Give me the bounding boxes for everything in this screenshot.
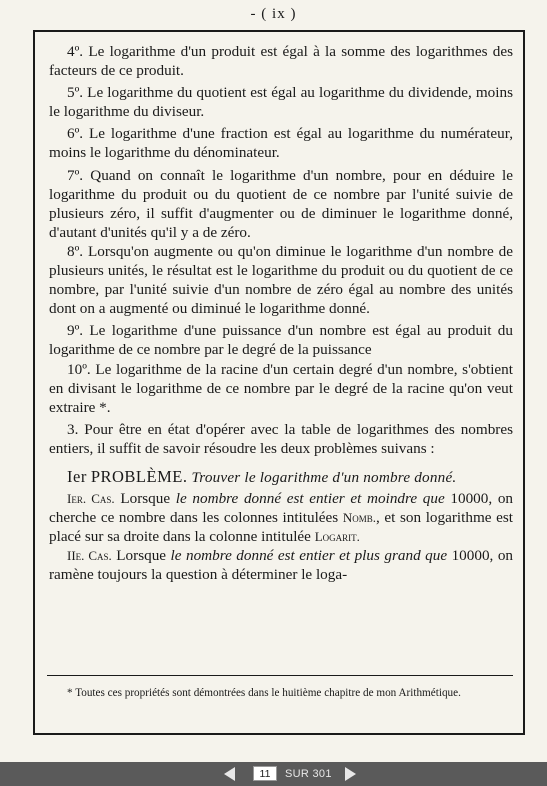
case-1-label: Ier. Cas.	[67, 491, 115, 507]
paragraph-9: 9º. Le logarithme d'une puissance d'un nombre est égal au produit du logarithme de ce nombre par le degré de la puissance	[49, 322, 513, 359]
case-1-text-2: , et son logarithme est placé sur sa droite dans la colonne intitulée	[49, 509, 513, 546]
case-2-label: IIe. Cas.	[67, 548, 112, 564]
case-1-text: 10000, on cherche ce nombre dans les colonnes intitulées	[49, 490, 514, 527]
case-2-condition: le nombre donné est entier et plus grand que	[170, 547, 448, 565]
footnote-rule	[47, 675, 513, 676]
page-number-input[interactable]	[253, 766, 277, 781]
case-2	[49, 546, 513, 584]
body-text	[49, 42, 513, 588]
case-2-text: 10000, on ramène toujours la question à déterminer le loga-	[49, 547, 514, 584]
page-navigation-bar	[0, 762, 547, 786]
paragraph-5: 5º. Le logarithme du quotient est égal au logarithme du dividende, moins le logarithme du diviseur.	[49, 84, 513, 121]
problem-title: PROBLÈME.	[90, 466, 188, 486]
problem-statement: Trouver le logarithme d'un nombre donné.	[191, 468, 457, 486]
paragraph-10: 10º. Le logarithme de la racine d'un certain degré d'un nombre, s'obtient en divisant le logarithme de ce nombre par le degré de la racine qu'on veut extraire *.	[49, 360, 513, 416]
case-1-condition: le nombre donné est entier et moindre que	[175, 490, 445, 508]
paragraph-7: 7º. Quand on connaît le logarithme d'un nombre, pour en déduire le logarithme du produit ou du quotient de ce nombre par l'unité suivie de plusieurs zéro, il suffit d'augmenter ou de diminuer le logarithme donné, d'autant d'unités qu'il y a de zéro.	[49, 166, 513, 241]
case-1-column-logarit: Logarit.	[314, 529, 360, 545]
paragraph-4: 4º. Le logarithme d'un produit est égal à la somme des logarithmes des facteurs de ce produit.	[49, 43, 513, 80]
problem-number: Ier	[67, 466, 87, 486]
case-2-lead: Lorsque	[116, 547, 167, 565]
case-1	[49, 489, 513, 546]
paragraph-3: 3. Pour être en état d'opérer avec la table de logarithmes des nombres entiers, il suffit de savoir résoudre les deux problèmes suivans :	[49, 420, 513, 457]
page-number: - ( ix )	[250, 6, 297, 22]
next-page-icon[interactable]	[345, 767, 356, 781]
paragraph-8: 8º. Lorsqu'on augmente ou qu'on diminue le logarithme d'un nombre de plusieurs unités, le résultat est le logarithme du produit ou du quotient de ce nombre, par l'unité suivie d'un nombre de zéro égal au nombre des unités dont on a augmenté ou diminué le logarithme donné.	[49, 242, 513, 318]
page-total-label: SUR 301	[285, 768, 332, 780]
footnote: * Toutes ces propriétés sont démontrées dans le huitième chapitre de mon Arithmétique.	[67, 687, 461, 699]
previous-page-icon[interactable]	[224, 767, 235, 781]
problem-heading	[49, 467, 513, 487]
page-frame	[33, 30, 525, 735]
case-1-column-nomb: Nomb.	[342, 510, 376, 526]
case-1-lead: Lorsque	[120, 490, 171, 508]
paragraph-6: 6º. Le logarithme d'une fraction est égal au logarithme du numérateur, moins le logarithme du dénominateur.	[49, 125, 513, 162]
